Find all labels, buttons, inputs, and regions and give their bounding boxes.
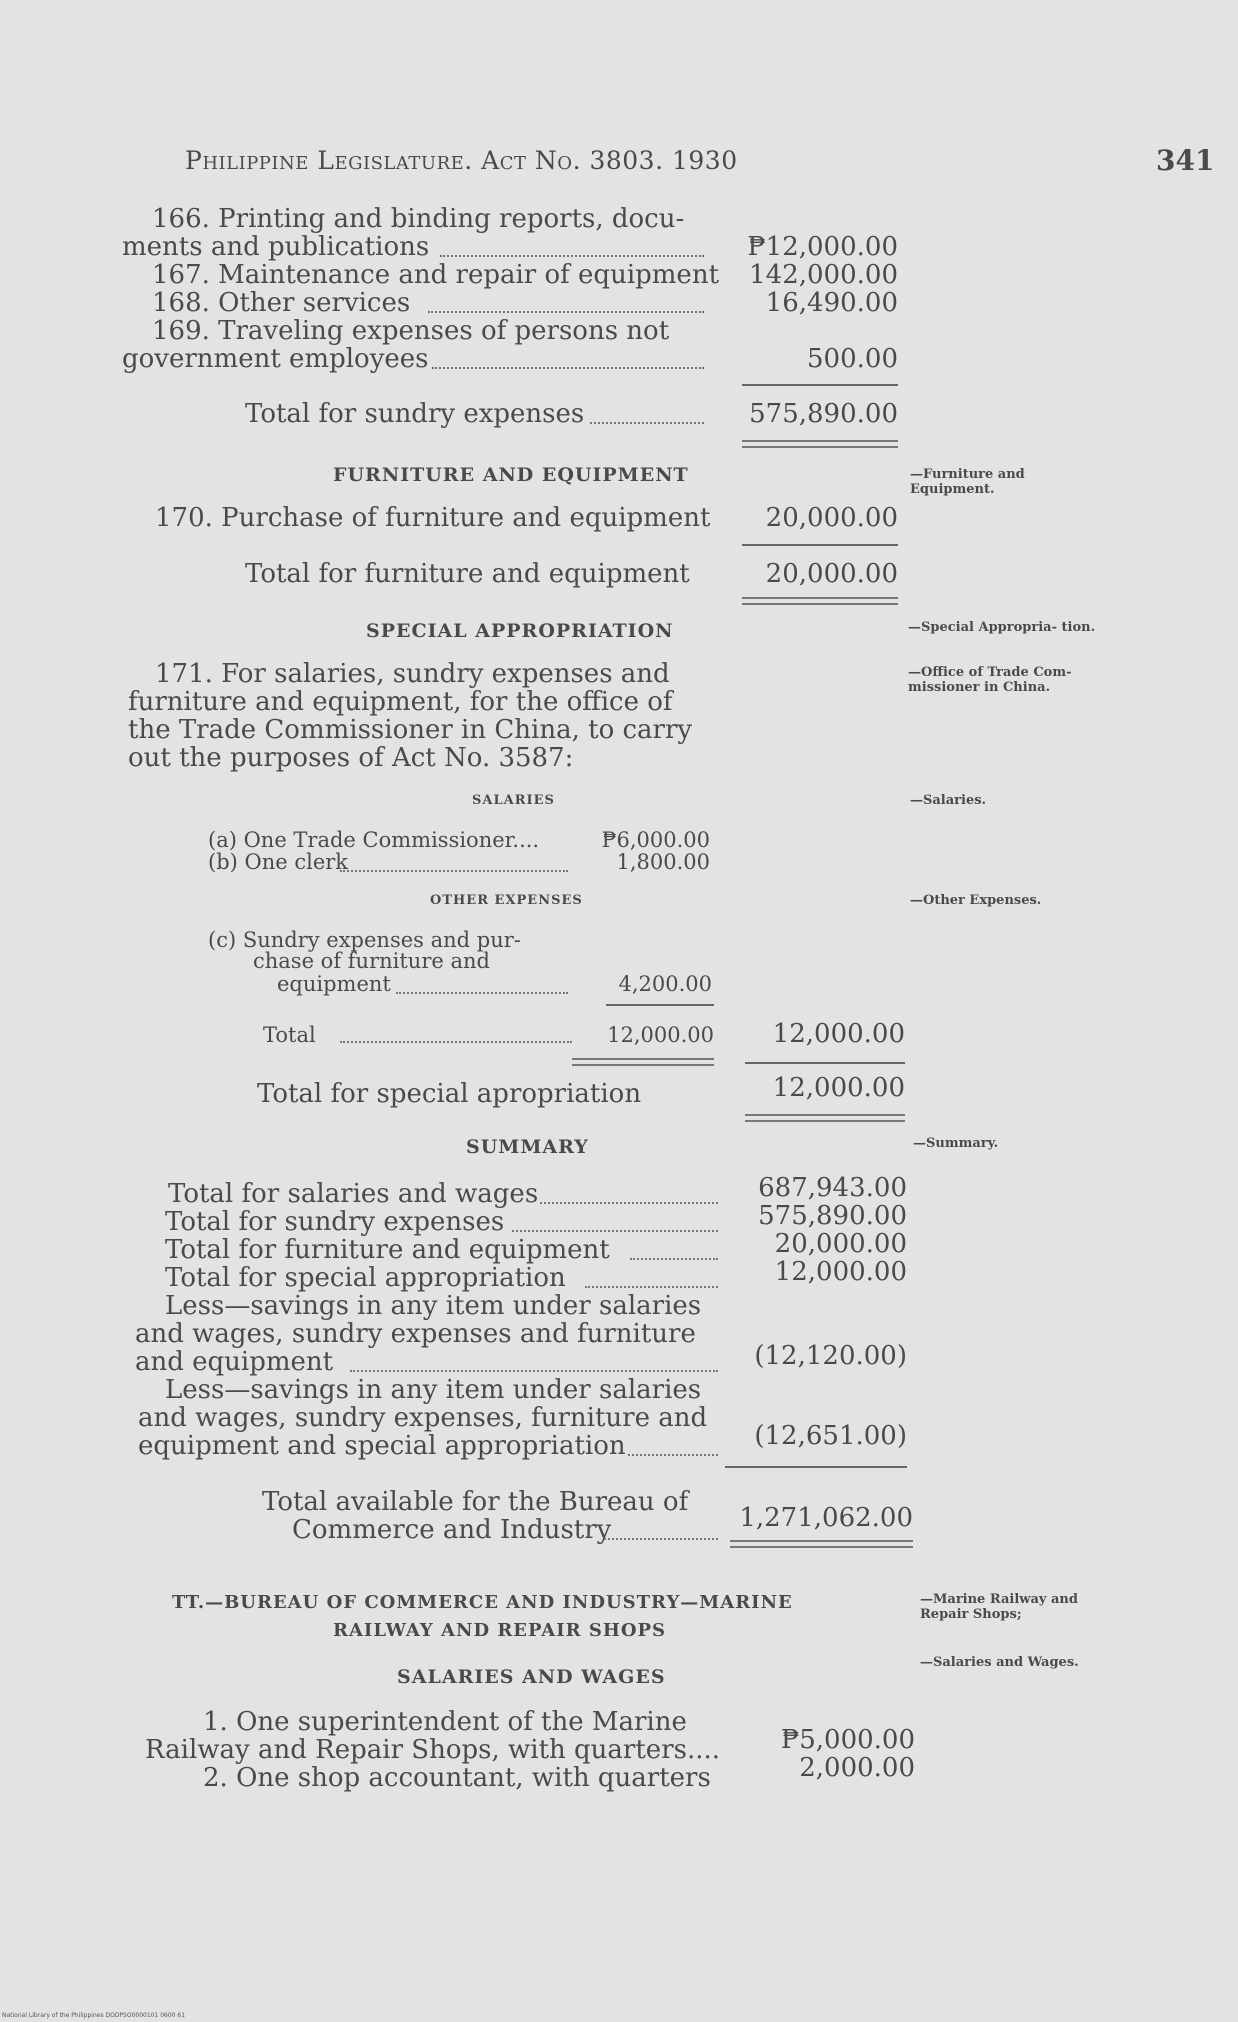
summary-less1-amount: (12,120.00) [754, 1341, 907, 1371]
marine-item1-line2: Railway and Repair Shops, with quarters.... [145, 1735, 721, 1765]
item-166-line2: ments and publications [122, 232, 430, 262]
trade-office-margin-note: —Office of Trade Com- missioner in China. [908, 665, 1072, 695]
summary-less2-line2: and wages, sundry expenses, furniture and [138, 1403, 708, 1433]
item-171-line3: the Trade Commissioner in China, to carry [128, 715, 693, 745]
summary-less1-line2: and wages, sundry expenses and furniture [135, 1319, 696, 1349]
summary-margin-note: —Summary. [913, 1136, 999, 1151]
line-c-line3: equipment [277, 972, 391, 996]
running-head: Philippine Legislature. Act No. 3803. 1930 [185, 146, 738, 175]
item-168: 168. Other services [152, 288, 411, 318]
scan-credit: National Library of the Philippines DODPSO0000101 0600 61 [2, 2012, 186, 2019]
summary-less2-line3: equipment and special appropriation [138, 1431, 626, 1461]
item-171-line1: 171. For salaries, sundry expenses and [155, 659, 670, 689]
summary-heading: SUMMARY [466, 1136, 589, 1158]
item-169-amount: 500.00 [807, 344, 898, 374]
special-grand-total-amount: 12,000.00 [772, 1073, 905, 1103]
item-168-amount: 16,490.00 [765, 288, 898, 318]
marine-item1-amount: ₱5,000.00 [780, 1725, 915, 1755]
marine-item1-line1: 1. One superintendent of the Marine [203, 1707, 687, 1737]
item-166-line1: 166. Printing and binding reports, docu- [152, 204, 685, 234]
item-167-amount: 142,000.00 [749, 260, 898, 290]
summary-total-amount: 1,271,062.00 [739, 1503, 913, 1533]
page-number: 341 [1156, 144, 1215, 177]
marine-salaries-margin-note: —Salaries and Wages. [920, 1655, 1079, 1670]
summary-sundry-amount: 575,890.00 [758, 1201, 907, 1231]
summary-total-line2: Commerce and Industry [292, 1515, 612, 1545]
special-margin-note: —Special Appropria- tion. [908, 620, 1096, 635]
item-170: 170. Purchase of furniture and equipment [155, 503, 711, 533]
line-b-amount: 1,800.00 [616, 850, 710, 874]
item-166-amount: ₱12,000.00 [747, 232, 898, 262]
line-c-line1: (c) Sundry expenses and pur- [208, 928, 521, 952]
other-expenses-subheading: OTHER EXPENSES [430, 893, 583, 908]
summary-furniture-label: Total for furniture and equipment [165, 1235, 610, 1265]
line-a-amount: ₱6,000.00 [601, 828, 710, 852]
salaries-subheading: SALARIES [472, 793, 555, 808]
summary-total-line1: Total available for the Bureau of [262, 1487, 689, 1517]
special-subtotal-label: Total [263, 1023, 316, 1047]
item-171-line2: furniture and equipment, for the office of [128, 687, 673, 717]
marine-margin-note: —Marine Railway and Repair Shops; [920, 1592, 1078, 1622]
item-171-line4: out the purposes of Act No. 3587: [128, 743, 574, 773]
summary-salaries-label: Total for salaries and wages [168, 1179, 539, 1209]
summary-salaries-amount: 687,943.00 [758, 1173, 907, 1203]
summary-sundry-label: Total for sundry expenses [165, 1207, 505, 1237]
furniture-total-label: Total for furniture and equipment [245, 559, 690, 589]
item-167: 167. Maintenance and repair of equipment [152, 260, 720, 290]
marine-item2-amount: 2,000.00 [799, 1753, 915, 1783]
line-c-line2: chase of furniture and [253, 949, 490, 973]
summary-less1-line1: Less—savings in any item under salaries [165, 1291, 702, 1321]
item-169-line2: government employees [122, 344, 429, 374]
marine-item2: 2. One shop accountant, with quarters [203, 1763, 711, 1793]
line-c-amount: 4,200.00 [618, 972, 712, 996]
furniture-margin-note: —Furniture and Equipment. [910, 467, 1025, 497]
marine-heading-line2: RAILWAY AND REPAIR SHOPS [333, 1620, 667, 1641]
salaries-margin-note: —Salaries. [910, 793, 987, 808]
special-heading: SPECIAL APPROPRIATION [366, 620, 674, 642]
item-170-amount: 20,000.00 [765, 503, 898, 533]
item-169-line1: 169. Traveling expenses of persons not [152, 316, 670, 346]
summary-less1-line3: and equipment [135, 1347, 334, 1377]
summary-special-label: Total for special appropriation [165, 1263, 566, 1293]
special-subtotal-inner: 12,000.00 [607, 1023, 714, 1047]
furniture-heading: FURNITURE AND EQUIPMENT [333, 464, 689, 486]
sundry-total-amount: 575,890.00 [749, 399, 898, 429]
special-subtotal-outer: 12,000.00 [772, 1019, 905, 1049]
marine-salaries-heading: SALARIES AND WAGES [397, 1666, 666, 1688]
summary-furniture-amount: 20,000.00 [774, 1229, 907, 1259]
summary-special-amount: 12,000.00 [774, 1257, 907, 1287]
summary-less2-line1: Less—savings in any item under salaries [165, 1375, 702, 1405]
furniture-total-amount: 20,000.00 [765, 559, 898, 589]
other-expenses-margin-note: —Other Expenses. [910, 893, 1042, 908]
line-a-label: (a) One Trade Commissioner.... [208, 828, 540, 852]
marine-heading-line1: TT.—BUREAU OF COMMERCE AND INDUSTRY—MARINE [172, 1592, 793, 1613]
sundry-total-label: Total for sundry expenses [245, 399, 585, 429]
special-grand-total-label: Total for special apropriation [257, 1079, 642, 1109]
summary-less2-amount: (12,651.00) [754, 1421, 907, 1451]
line-b-label: (b) One clerk [208, 850, 349, 874]
